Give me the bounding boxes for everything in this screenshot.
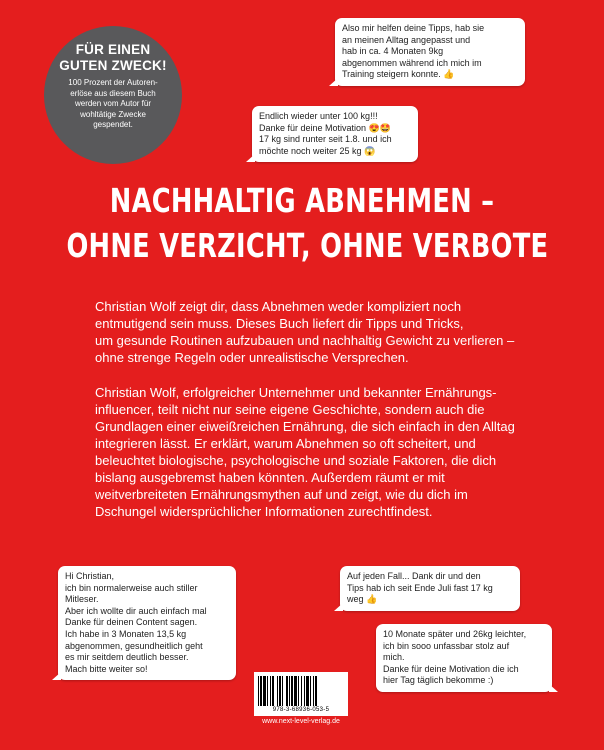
bubble-line: Tips hab ich seit Ende Juli fast 17 kg bbox=[347, 582, 493, 593]
badge-text-line: werden vom Autor für bbox=[74, 99, 152, 108]
bubble-line: Ich habe in 3 Monaten 13,5 kg bbox=[65, 628, 187, 639]
testimonial-bubble-top-right bbox=[335, 18, 525, 86]
bubble-line: es mir seitdem deutlich besser. bbox=[65, 652, 189, 663]
bubble-line: an meinen Alltag angepasst und bbox=[342, 34, 471, 45]
bubble-line: Hi Christian, bbox=[65, 571, 115, 581]
testimonial-bubble-bottom-right bbox=[376, 624, 552, 692]
bubble-line: abgenommen während ich mich im bbox=[342, 57, 482, 68]
bubble-line: ich bin normalerweise auch stiller bbox=[65, 582, 198, 593]
bubble-line: Training steigern konnte. 👍 bbox=[342, 69, 455, 80]
bubble-line: Also mir helfen deine Tipps, hab sie bbox=[342, 23, 485, 33]
bubble-line: 10 Monate später und 26kg leichter, bbox=[383, 629, 527, 639]
paragraph-line: entmutigend sein muss. Dieses Buch liefert dir Tipps und Tricks, bbox=[95, 316, 464, 331]
headline-line: NACHHALTIG ABNEHMEN – bbox=[109, 181, 495, 220]
paragraph-line: beleuchtet biologische, psychologische und soziale Faktoren, die dich bbox=[95, 453, 497, 468]
bubble-line: Endlich wieder unter 100 kg!!! bbox=[259, 111, 378, 121]
badge-text bbox=[44, 78, 182, 131]
barcode bbox=[254, 672, 348, 716]
testimonial-bubble-bottom-right-top bbox=[340, 566, 520, 611]
badge-text-line: wohltätige Zwecke bbox=[80, 109, 146, 119]
paragraph-line: Dschungel widersprüchlicher Informationen zurechtfindest. bbox=[95, 504, 433, 519]
headline-line: OHNE VERZICHT, OHNE VERBOTE bbox=[66, 226, 549, 265]
charity-badge bbox=[44, 26, 182, 164]
headline bbox=[66, 178, 549, 268]
bubble-line: Auf jeden Fall... Dank dir und den bbox=[347, 571, 481, 581]
paragraph-line: Christian Wolf zeigt dir, dass Abnehmen weder kompliziert noch bbox=[95, 299, 462, 314]
barcode-bars bbox=[258, 676, 344, 706]
bubble-line: hier Tag täglich bekomme :) bbox=[383, 675, 494, 686]
bubble-line: abgenommen, gesundheitlich geht bbox=[65, 640, 203, 651]
publisher-url: www.next-level-verlag.de bbox=[262, 718, 340, 725]
bubble-line: hab in ca. 4 Monaten 9kg bbox=[342, 46, 444, 57]
body-paragraph bbox=[95, 384, 565, 520]
paragraph-line: um gesunde Routinen aufzubauen und nachhaltig Gewicht zu verlieren – bbox=[95, 333, 515, 348]
testimonial-bubble-bottom-left bbox=[58, 566, 236, 680]
bubble-line: mich. bbox=[383, 652, 405, 663]
bubble-line: Aber ich wollte dir auch einfach mal bbox=[65, 605, 207, 616]
isbn-number: 978-3-68936-053-5 bbox=[272, 707, 330, 713]
paragraph-line: influencer, teilt nicht nur seine eigene Geschichte, sondern auch die bbox=[95, 402, 485, 417]
paragraph-line: bislang ausgebremst haben könnten. Außerdem räumt er mit bbox=[95, 470, 445, 485]
paragraph-line: Grundlagen einer eiweißreichen Ernährung, die sich einfach in den Alltag bbox=[95, 419, 515, 434]
intro-paragraph bbox=[95, 298, 565, 366]
paragraph-line: weitverbreiteten Ernährungsmythen auf und zeigt, wie du dich im bbox=[95, 487, 468, 502]
bubble-line: Mach bitte weiter so! bbox=[65, 663, 148, 674]
barcode-stripe bbox=[317, 676, 318, 706]
paragraph-line: Christian Wolf, erfolgreicher Unternehmer und bekannter Ernährungs- bbox=[95, 385, 497, 400]
badge-text-line: gespendet. bbox=[93, 120, 133, 129]
badge-title-line: GUTEN ZWECK! bbox=[59, 58, 167, 73]
bubble-line: ich bin sooo unfassbar stolz auf bbox=[383, 640, 510, 651]
testimonial-bubble-middle bbox=[252, 106, 418, 162]
bubble-line: Danke für deine Motivation die ich bbox=[383, 663, 519, 674]
bubble-line: Danke für deine Motivation 😍🤩 bbox=[259, 122, 391, 133]
badge-title-line: FÜR EINEN bbox=[75, 42, 151, 57]
bubble-line: Mitleser. bbox=[65, 594, 99, 605]
bubble-line: 17 kg sind runter seit 1.8. und ich bbox=[259, 134, 392, 145]
badge-text-line: erlöse aus diesem Buch bbox=[70, 88, 156, 98]
badge-title bbox=[44, 42, 182, 74]
paragraph-line: ohne strenge Regeln oder unrealistische Versprechen. bbox=[95, 350, 409, 365]
bubble-line: weg 👍 bbox=[347, 594, 378, 605]
bubble-line: möchte noch weiter 25 kg 😱 bbox=[259, 145, 376, 156]
badge-text-line: 100 Prozent der Autoren- bbox=[68, 78, 158, 87]
paragraph-line: integrieren lässt. Er erklärt, warum Abnehmen so oft scheitert, und bbox=[95, 436, 476, 451]
bubble-line: Danke für deinen Content sagen. bbox=[65, 617, 198, 628]
